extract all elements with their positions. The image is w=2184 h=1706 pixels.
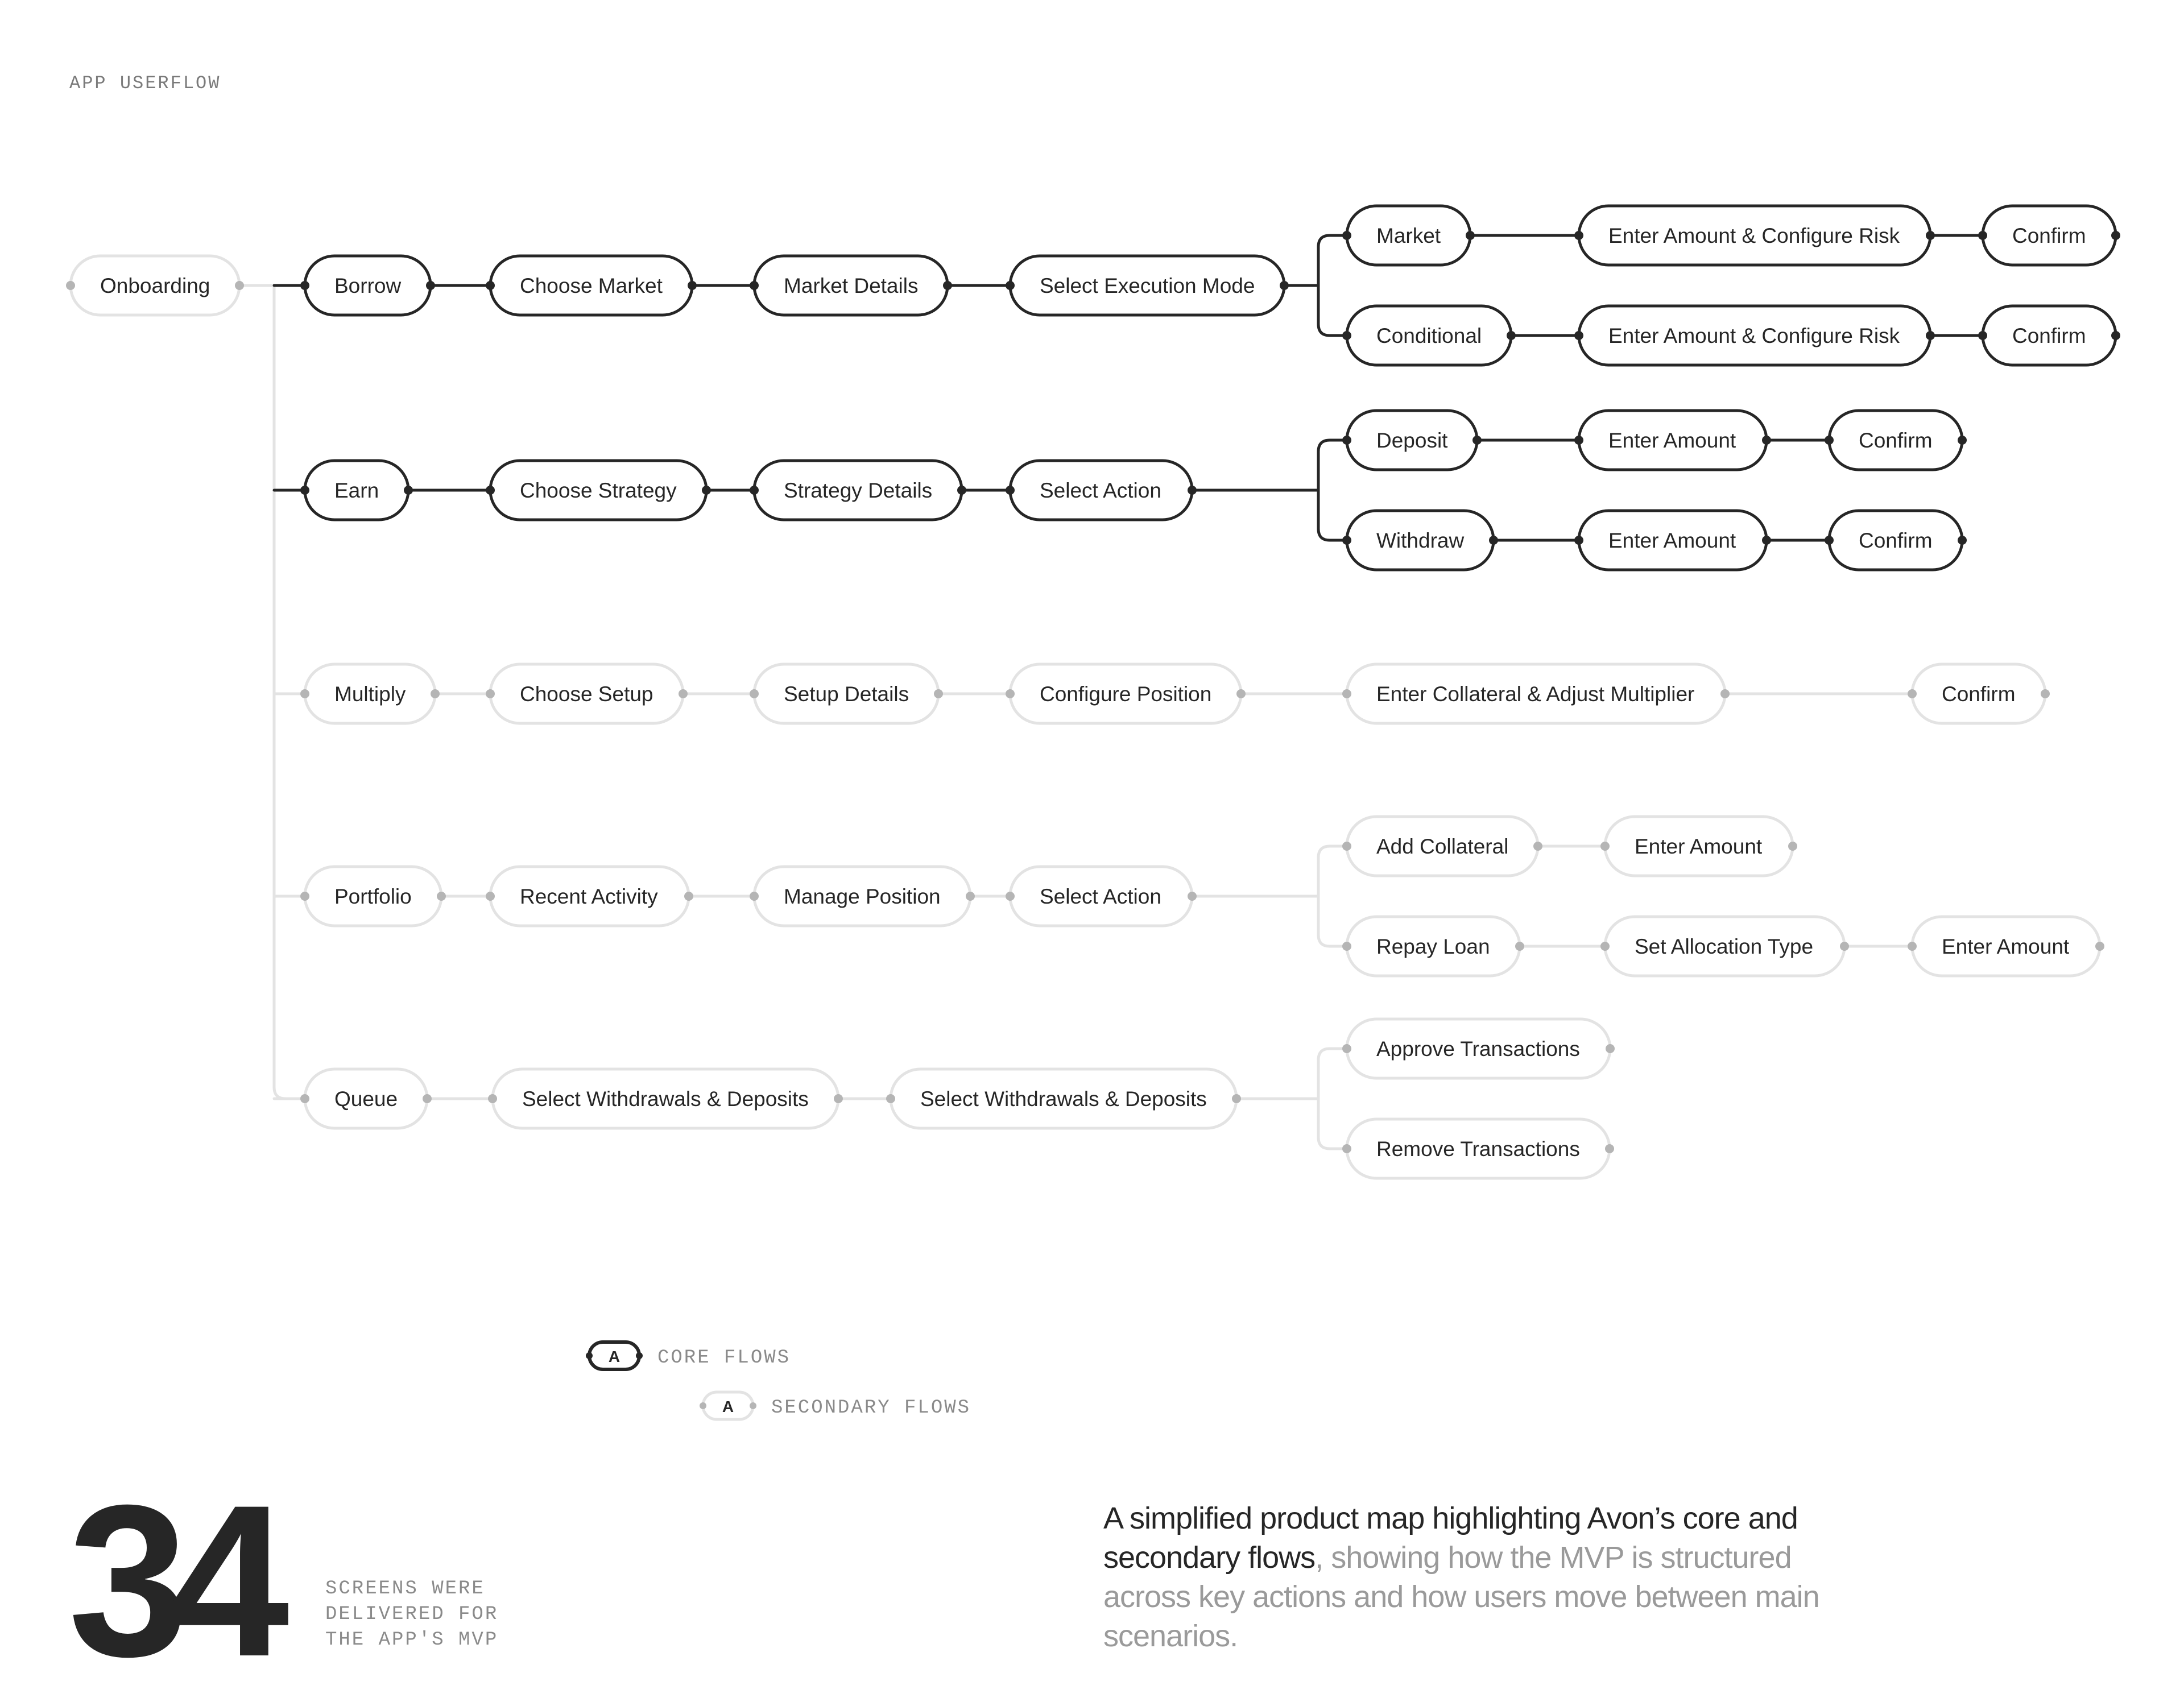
- node-multiply-multiply-0-in-dot: [300, 689, 309, 698]
- node-earn-b1-confirm: [1825, 511, 1967, 570]
- node-borrow-b0-confirm: [1978, 206, 2120, 265]
- node-portfolio-select-action-3-out-dot: [1188, 892, 1197, 901]
- description: [1103, 1499, 1843, 1656]
- node-portfolio-b1-repay-loan-in-dot: [1342, 942, 1351, 951]
- node-borrow-select-execution-mode-3-in-dot: [1006, 281, 1015, 290]
- node-borrow-b0-confirm-in-dot: [1978, 231, 1987, 240]
- node-multiply-setup-details-2: [750, 664, 943, 723]
- node-earn-b0-enter-amount-label: Enter Amount: [1608, 429, 1736, 452]
- node-borrow-market-details-2-out-dot: [943, 281, 952, 290]
- node-earn-b0-enter-amount: [1574, 411, 1771, 470]
- node-multiply-configure-position-3: [1006, 664, 1246, 723]
- node-earn-strategy-details-2-in-dot: [750, 486, 759, 495]
- node-earn-b1-withdraw-in-dot: [1342, 536, 1351, 545]
- node-queue-select-withdrawals-and-deposits-1: [488, 1069, 843, 1128]
- node-portfolio-portfolio-0-label: Portfolio: [334, 885, 412, 908]
- node-portfolio-b0-enter-amount-label: Enter Amount: [1635, 835, 1763, 858]
- node-borrow-select-execution-mode-3-label: Select Execution Mode: [1040, 274, 1255, 297]
- node-earn-choose-strategy-1-out-dot: [702, 486, 711, 495]
- node-multiply-choose-setup-1-label: Choose Setup: [520, 682, 653, 706]
- node-multiply-configure-position-3-label: Configure Position: [1040, 682, 1212, 706]
- node-borrow-b1-confirm-label: Confirm: [2012, 324, 2086, 347]
- node-borrow-b0-confirm-label: Confirm: [2012, 224, 2086, 247]
- node-earn-earn-0: [300, 461, 413, 520]
- node-portfolio-b0-enter-amount-in-dot: [1600, 842, 1610, 851]
- node-portfolio-b1-enter-amount-label: Enter Amount: [1942, 935, 2070, 958]
- branch-bracket-portfolio: [1318, 846, 1347, 946]
- node-borrow-b0-market-label: Market: [1376, 224, 1441, 247]
- node-portfolio-b1-enter-amount: [1908, 917, 2104, 976]
- node-earn-select-action-3-in-dot: [1006, 486, 1015, 495]
- legend-badge-letter: A: [722, 1398, 734, 1415]
- legend-badge-letter: A: [608, 1348, 621, 1365]
- node-queue-b0-approve-transactions-label: Approve Transactions: [1376, 1037, 1580, 1061]
- node-earn-b0-confirm-in-dot: [1825, 436, 1834, 445]
- node-portfolio-b0-enter-amount: [1600, 817, 1797, 876]
- node-queue-queue-0-label: Queue: [334, 1087, 398, 1111]
- node-portfolio-manage-position-2-label: Manage Position: [784, 885, 941, 908]
- node-queue-b0-approve-transactions-out-dot: [1606, 1044, 1615, 1053]
- node-earn-strategy-details-2-label: Strategy Details: [784, 479, 933, 502]
- node-borrow-borrow-0: [300, 256, 435, 315]
- node-borrow-borrow-0-out-dot: [426, 281, 435, 290]
- node-earn-choose-strategy-1: [486, 461, 711, 520]
- node-earn-b0-deposit-in-dot: [1342, 436, 1351, 445]
- node-borrow-b0-market-out-dot: [1466, 231, 1475, 240]
- node-portfolio-portfolio-0: [300, 867, 446, 926]
- node-earn-earn-0-in-dot: [300, 486, 309, 495]
- node-multiply-configure-position-3-out-dot: [1236, 689, 1246, 698]
- node-multiply-choose-setup-1: [486, 664, 688, 723]
- node-borrow-b1-conditional: [1342, 306, 1516, 365]
- node-borrow-b1-enter-amount-and-configure-risk-label: Enter Amount & Configure Risk: [1608, 324, 1900, 347]
- node-borrow-b0-enter-amount-and-configure-risk-in-dot: [1574, 231, 1583, 240]
- node-portfolio-b1-repay-loan: [1342, 917, 1524, 976]
- node-queue-b1-remove-transactions-in-dot: [1342, 1144, 1351, 1153]
- node-queue-select-withdrawals-and-deposits-2-label: Select Withdrawals & Deposits: [920, 1087, 1207, 1111]
- node-earn-choose-strategy-1-in-dot: [486, 486, 495, 495]
- header-label: APP USERFLOW: [69, 73, 221, 94]
- node-queue-b1-remove-transactions-out-dot: [1605, 1144, 1614, 1153]
- node-borrow-b1-conditional-label: Conditional: [1376, 324, 1482, 347]
- node-borrow-b0-market-in-dot: [1342, 231, 1351, 240]
- node-multiply-setup-details-2-in-dot: [750, 689, 759, 698]
- node-earn-b0-confirm: [1825, 411, 1967, 470]
- node-borrow-b1-enter-amount-and-configure-risk-out-dot: [1926, 331, 1935, 340]
- node-earn-select-action-3-out-dot: [1188, 486, 1197, 495]
- node-portfolio-portfolio-0-out-dot: [437, 892, 446, 901]
- node-multiply-enter-collateral-and-adjust-multiplier-4-in-dot: [1342, 689, 1351, 698]
- node-earn-b0-enter-amount-in-dot: [1574, 436, 1583, 445]
- node-multiply-multiply-0: [300, 664, 440, 723]
- node-earn-b0-deposit-out-dot: [1472, 436, 1482, 445]
- node-borrow-choose-market-1-label: Choose Market: [520, 274, 663, 297]
- branch-bracket-earn: [1318, 440, 1347, 540]
- node-multiply-choose-setup-1-out-dot: [679, 689, 688, 698]
- node-earn-earn-0-label: Earn: [334, 479, 379, 502]
- node-portfolio-b0-add-collateral-in-dot: [1342, 842, 1351, 851]
- node-borrow-b0-confirm-out-dot: [2111, 231, 2120, 240]
- node-borrow-choose-market-1-out-dot: [688, 281, 697, 290]
- node-multiply-confirm-5-in-dot: [1908, 689, 1917, 698]
- node-multiply-confirm-5-out-dot: [2041, 689, 2050, 698]
- node-earn-select-action-3-label: Select Action: [1040, 479, 1161, 502]
- node-onboarding-out-dot: [235, 281, 244, 290]
- node-earn-b1-enter-amount-label: Enter Amount: [1608, 529, 1736, 552]
- node-portfolio-manage-position-2-in-dot: [750, 892, 759, 901]
- node-portfolio-b0-add-collateral-label: Add Collateral: [1376, 835, 1509, 858]
- node-multiply-configure-position-3-in-dot: [1006, 689, 1015, 698]
- node-queue-select-withdrawals-and-deposits-2: [886, 1069, 1241, 1128]
- stat-number: 34: [68, 1460, 270, 1701]
- node-onboarding: [66, 256, 244, 315]
- node-borrow-select-execution-mode-3-out-dot: [1280, 281, 1289, 290]
- node-portfolio-b1-set-allocation-type-out-dot: [1840, 942, 1849, 951]
- node-earn-select-action-3: [1006, 461, 1197, 520]
- node-earn-b1-withdraw-label: Withdraw: [1376, 529, 1465, 552]
- node-portfolio-b1-set-allocation-type: [1600, 917, 1849, 976]
- node-portfolio-b1-repay-loan-out-dot: [1515, 942, 1524, 951]
- node-multiply-setup-details-2-out-dot: [934, 689, 943, 698]
- node-portfolio-b1-repay-loan-label: Repay Loan: [1376, 935, 1490, 958]
- description-strong: A simplified product map highlighting Avon’s core and secondary flows: [1103, 1501, 1798, 1575]
- node-borrow-b0-enter-amount-and-configure-risk-out-dot: [1926, 231, 1935, 240]
- stat-caption: SCREENS WERE DELIVERED FOR THE APP'S MVP: [325, 1578, 499, 1651]
- branch-bracket-queue: [1318, 1049, 1347, 1149]
- node-multiply-setup-details-2-label: Setup Details: [784, 682, 909, 706]
- node-portfolio-b1-set-allocation-type-in-dot: [1600, 942, 1610, 951]
- node-borrow-b1-enter-amount-and-configure-risk: [1574, 306, 1935, 365]
- node-portfolio-manage-position-2-out-dot: [966, 892, 975, 901]
- node-earn-earn-0-out-dot: [404, 486, 413, 495]
- node-portfolio-b1-enter-amount-out-dot: [2095, 942, 2104, 951]
- node-earn-b1-confirm-out-dot: [1958, 536, 1967, 545]
- node-borrow-b1-conditional-in-dot: [1342, 331, 1351, 340]
- node-multiply-multiply-0-out-dot: [431, 689, 440, 698]
- node-portfolio-b0-enter-amount-out-dot: [1788, 842, 1797, 851]
- node-portfolio-b0-add-collateral-out-dot: [1533, 842, 1542, 851]
- node-earn-b0-deposit: [1342, 411, 1482, 470]
- node-borrow-borrow-0-label: Borrow: [334, 274, 402, 297]
- node-queue-queue-0-in-dot: [300, 1094, 309, 1103]
- node-borrow-market-details-2-label: Market Details: [784, 274, 919, 297]
- node-queue-select-withdrawals-and-deposits-2-in-dot: [886, 1094, 895, 1103]
- node-borrow-b1-confirm: [1978, 306, 2120, 365]
- node-borrow-choose-market-1: [486, 256, 697, 315]
- nodes: [66, 206, 2120, 1178]
- node-portfolio-recent-activity-1: [486, 867, 693, 926]
- node-queue-select-withdrawals-and-deposits-1-label: Select Withdrawals & Deposits: [522, 1087, 809, 1111]
- node-earn-strategy-details-2: [750, 461, 966, 520]
- node-multiply-multiply-0-label: Multiply: [334, 682, 406, 706]
- node-earn-b1-confirm-label: Confirm: [1859, 529, 1933, 552]
- node-borrow-b1-confirm-in-dot: [1978, 331, 1987, 340]
- node-queue-b1-remove-transactions-label: Remove Transactions: [1376, 1137, 1580, 1161]
- node-portfolio-b1-enter-amount-in-dot: [1908, 942, 1917, 951]
- legend-item-secondary: [700, 1392, 971, 1419]
- node-queue-queue-0: [300, 1069, 432, 1128]
- node-portfolio-manage-position-2: [750, 867, 975, 926]
- node-borrow-choose-market-1-in-dot: [486, 281, 495, 290]
- node-earn-b1-withdraw-out-dot: [1489, 536, 1498, 545]
- node-portfolio-select-action-3-in-dot: [1006, 892, 1015, 901]
- node-multiply-confirm-5-label: Confirm: [1942, 682, 2016, 706]
- node-multiply-enter-collateral-and-adjust-multiplier-4-label: Enter Collateral & Adjust Multiplier: [1376, 682, 1695, 706]
- node-earn-b1-confirm-in-dot: [1825, 536, 1834, 545]
- legend-label-core: CORE FLOWS: [657, 1347, 791, 1369]
- node-borrow-b0-enter-amount-and-configure-risk: [1574, 206, 1935, 265]
- node-borrow-b1-enter-amount-and-configure-risk-in-dot: [1574, 331, 1583, 340]
- node-earn-b1-withdraw: [1342, 511, 1498, 570]
- node-earn-b1-enter-amount: [1574, 511, 1771, 570]
- node-queue-queue-0-out-dot: [423, 1094, 432, 1103]
- node-onboarding-in-dot: [66, 281, 75, 290]
- node-earn-b0-confirm-label: Confirm: [1859, 429, 1933, 452]
- node-earn-b0-deposit-label: Deposit: [1376, 429, 1448, 452]
- node-borrow-b1-conditional-out-dot: [1507, 331, 1516, 340]
- node-borrow-b1-confirm-out-dot: [2111, 331, 2120, 340]
- node-portfolio-recent-activity-1-in-dot: [486, 892, 495, 901]
- node-portfolio-recent-activity-1-out-dot: [684, 892, 693, 901]
- node-portfolio-b1-set-allocation-type-label: Set Allocation Type: [1635, 935, 1814, 958]
- node-multiply-enter-collateral-and-adjust-multiplier-4: [1342, 664, 1730, 723]
- node-earn-strategy-details-2-out-dot: [957, 486, 966, 495]
- node-borrow-borrow-0-in-dot: [300, 281, 309, 290]
- node-earn-b0-enter-amount-out-dot: [1762, 436, 1771, 445]
- node-earn-b0-confirm-out-dot: [1958, 436, 1967, 445]
- node-queue-select-withdrawals-and-deposits-1-in-dot: [488, 1094, 497, 1103]
- node-queue-b0-approve-transactions-in-dot: [1342, 1044, 1351, 1053]
- node-borrow-market-details-2: [750, 256, 952, 315]
- legend-item-core: [586, 1342, 791, 1369]
- node-queue-select-withdrawals-and-deposits-2-out-dot: [1232, 1094, 1241, 1103]
- node-queue-b1-remove-transactions: [1342, 1119, 1614, 1178]
- legend: [586, 1342, 971, 1419]
- node-onboarding-label: Onboarding: [100, 274, 210, 297]
- node-portfolio-recent-activity-1-label: Recent Activity: [520, 885, 658, 908]
- node-queue-select-withdrawals-and-deposits-1-out-dot: [834, 1094, 843, 1103]
- node-multiply-choose-setup-1-in-dot: [486, 689, 495, 698]
- node-borrow-select-execution-mode-3: [1006, 256, 1289, 315]
- node-borrow-market-details-2-in-dot: [750, 281, 759, 290]
- node-earn-choose-strategy-1-label: Choose Strategy: [520, 479, 677, 502]
- node-portfolio-portfolio-0-in-dot: [300, 892, 309, 901]
- node-portfolio-select-action-3: [1006, 867, 1197, 926]
- description-rest: , showing how the MVP is structured across key actions and how users move between main scenarios.: [1103, 1541, 1819, 1653]
- node-earn-b1-enter-amount-out-dot: [1762, 536, 1771, 545]
- node-portfolio-select-action-3-label: Select Action: [1040, 885, 1161, 908]
- node-earn-b1-enter-amount-in-dot: [1574, 536, 1583, 545]
- node-multiply-enter-collateral-and-adjust-multiplier-4-out-dot: [1720, 689, 1730, 698]
- node-borrow-b0-enter-amount-and-configure-risk-label: Enter Amount & Configure Risk: [1608, 224, 1900, 247]
- trunk-line: [274, 285, 286, 1099]
- legend-label-secondary: SECONDARY FLOWS: [771, 1397, 971, 1419]
- node-portfolio-b0-add-collateral: [1342, 817, 1542, 876]
- node-borrow-b0-market: [1342, 206, 1475, 265]
- branch-bracket-borrow: [1318, 235, 1347, 336]
- node-multiply-confirm-5: [1908, 664, 2050, 723]
- node-queue-b0-approve-transactions: [1342, 1019, 1615, 1078]
